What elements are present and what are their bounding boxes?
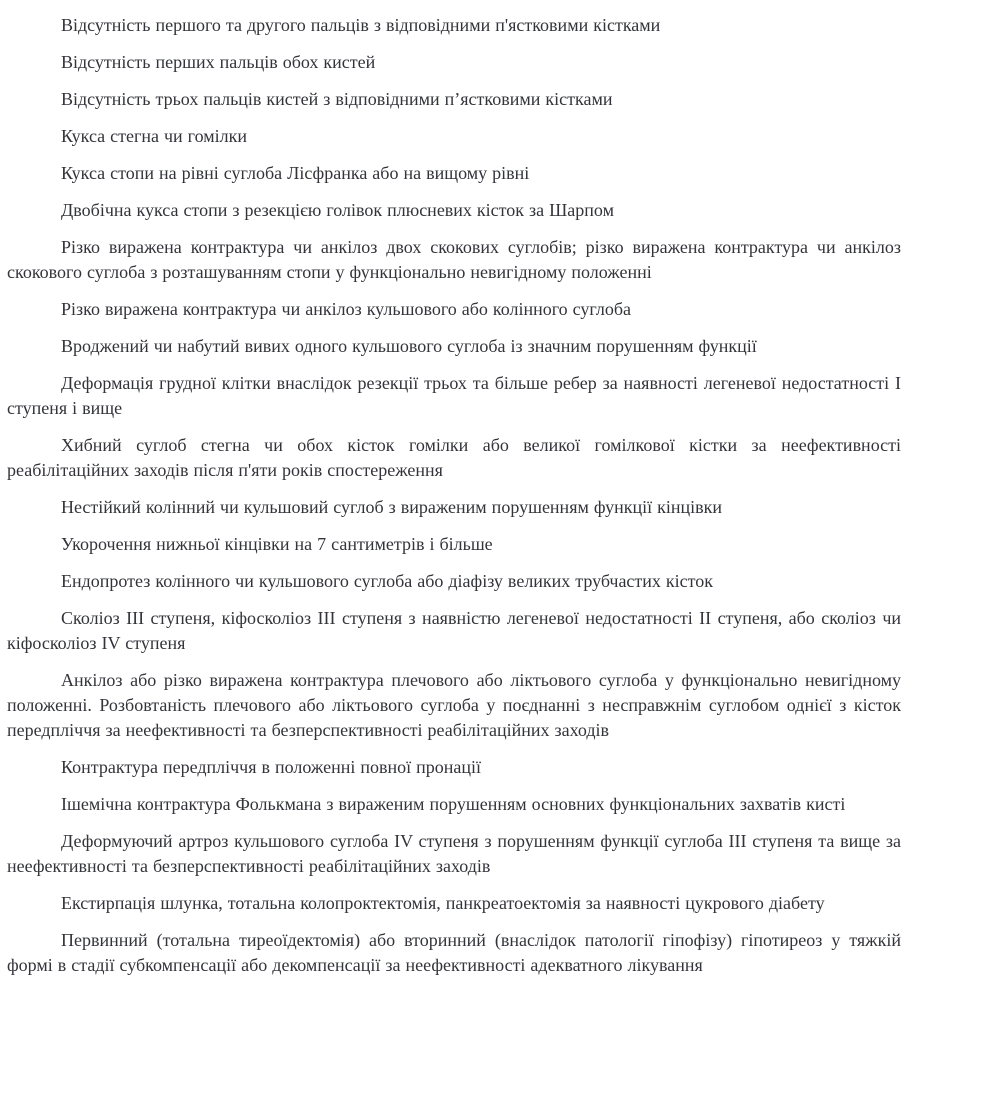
paragraph: Деформація грудної клітки внаслідок резекції трьох та більше ребер за наявності легеневої недостатності I ступеня і вище xyxy=(7,373,901,418)
paragraph: Екстирпація шлунка, тотальна колопроктектомія, панкреатоектомія за наявності цукрового діабету xyxy=(61,893,825,913)
paragraph: Відсутність перших пальців обох кистей xyxy=(61,52,376,72)
paragraph: Кукса стегна чи гомілки xyxy=(61,126,248,146)
paragraph: Деформуючий артроз кульшового суглоба IV ступеня з порушенням функції суглоба III ступеня та вище за неефективності та безперспективності реабілітаційних заходів xyxy=(7,831,901,876)
paragraph: Відсутність першого та другого пальців з відповідними п'ястковими кістками xyxy=(61,15,661,35)
paragraph: Сколіоз III ступеня, кіфосколіоз III ступеня з наявністю легеневої недостатності II ступеня, або сколіоз чи кіфосколіоз IV ступеня xyxy=(7,608,901,653)
paragraph: Хибний суглоб стегна чи обох кісток гомілки або великої гомілкової кістки за неефективності реабілітаційних заходів після п'яти років спостереження xyxy=(7,435,901,480)
paragraph: Різко виражена контрактура чи анкілоз двох скокових суглобів; різко виражена контрактура чи анкілоз скокового суглоба з розташуванням стопи у функціонально невигідному положенні xyxy=(7,237,901,282)
paragraph: Кукса стопи на рівні суглоба Лісфранка або на вищому рівні xyxy=(61,163,530,183)
paragraph: Ендопротез колінного чи кульшового суглоба або діафізу великих трубчастих кісток xyxy=(61,571,714,591)
paragraph: Різко виражена контрактура чи анкілоз кульшового або колінного суглоба xyxy=(61,299,632,319)
paragraph: Нестійкий колінний чи кульшовий суглоб з вираженим порушенням функції кінцівки xyxy=(61,497,722,517)
paragraph: Укорочення нижньої кінцівки на 7 сантиметрів і більше xyxy=(61,534,493,554)
paragraph: Ішемічна контрактура Фолькмана з вираженим порушенням основних функціональних захватів кисті xyxy=(61,794,846,814)
paragraph: Анкілоз або різко виражена контрактура плечового або ліктьового суглоба у функціонально невигідному положенні. Розбовтаність плечового або ліктьового суглоба у поєднанні з несправжнім суглобом однієї з кісток передпліччя за неефективності та безперспективності реабілітаційних заходів xyxy=(7,670,901,740)
paragraph: Відсутність трьох пальців кистей з відповідними п’ястковими кістками xyxy=(61,89,613,109)
paragraph: Контрактура передпліччя в положенні повної пронації xyxy=(61,757,482,777)
paragraph: Вроджений чи набутий вивих одного кульшового суглоба із значним порушенням функції xyxy=(61,336,757,356)
paragraph: Двобічна кукса стопи з резекцією голівок плюсневих кісток за Шарпом xyxy=(61,200,614,220)
paragraph: Первинний (тотальна тиреоїдектомія) або вторинний (внаслідок патології гіпофізу) гіпотиреоз у тяжкій формі в стадії субкомпенсації або декомпенсації за неефективності адекватного лікування xyxy=(7,930,901,975)
